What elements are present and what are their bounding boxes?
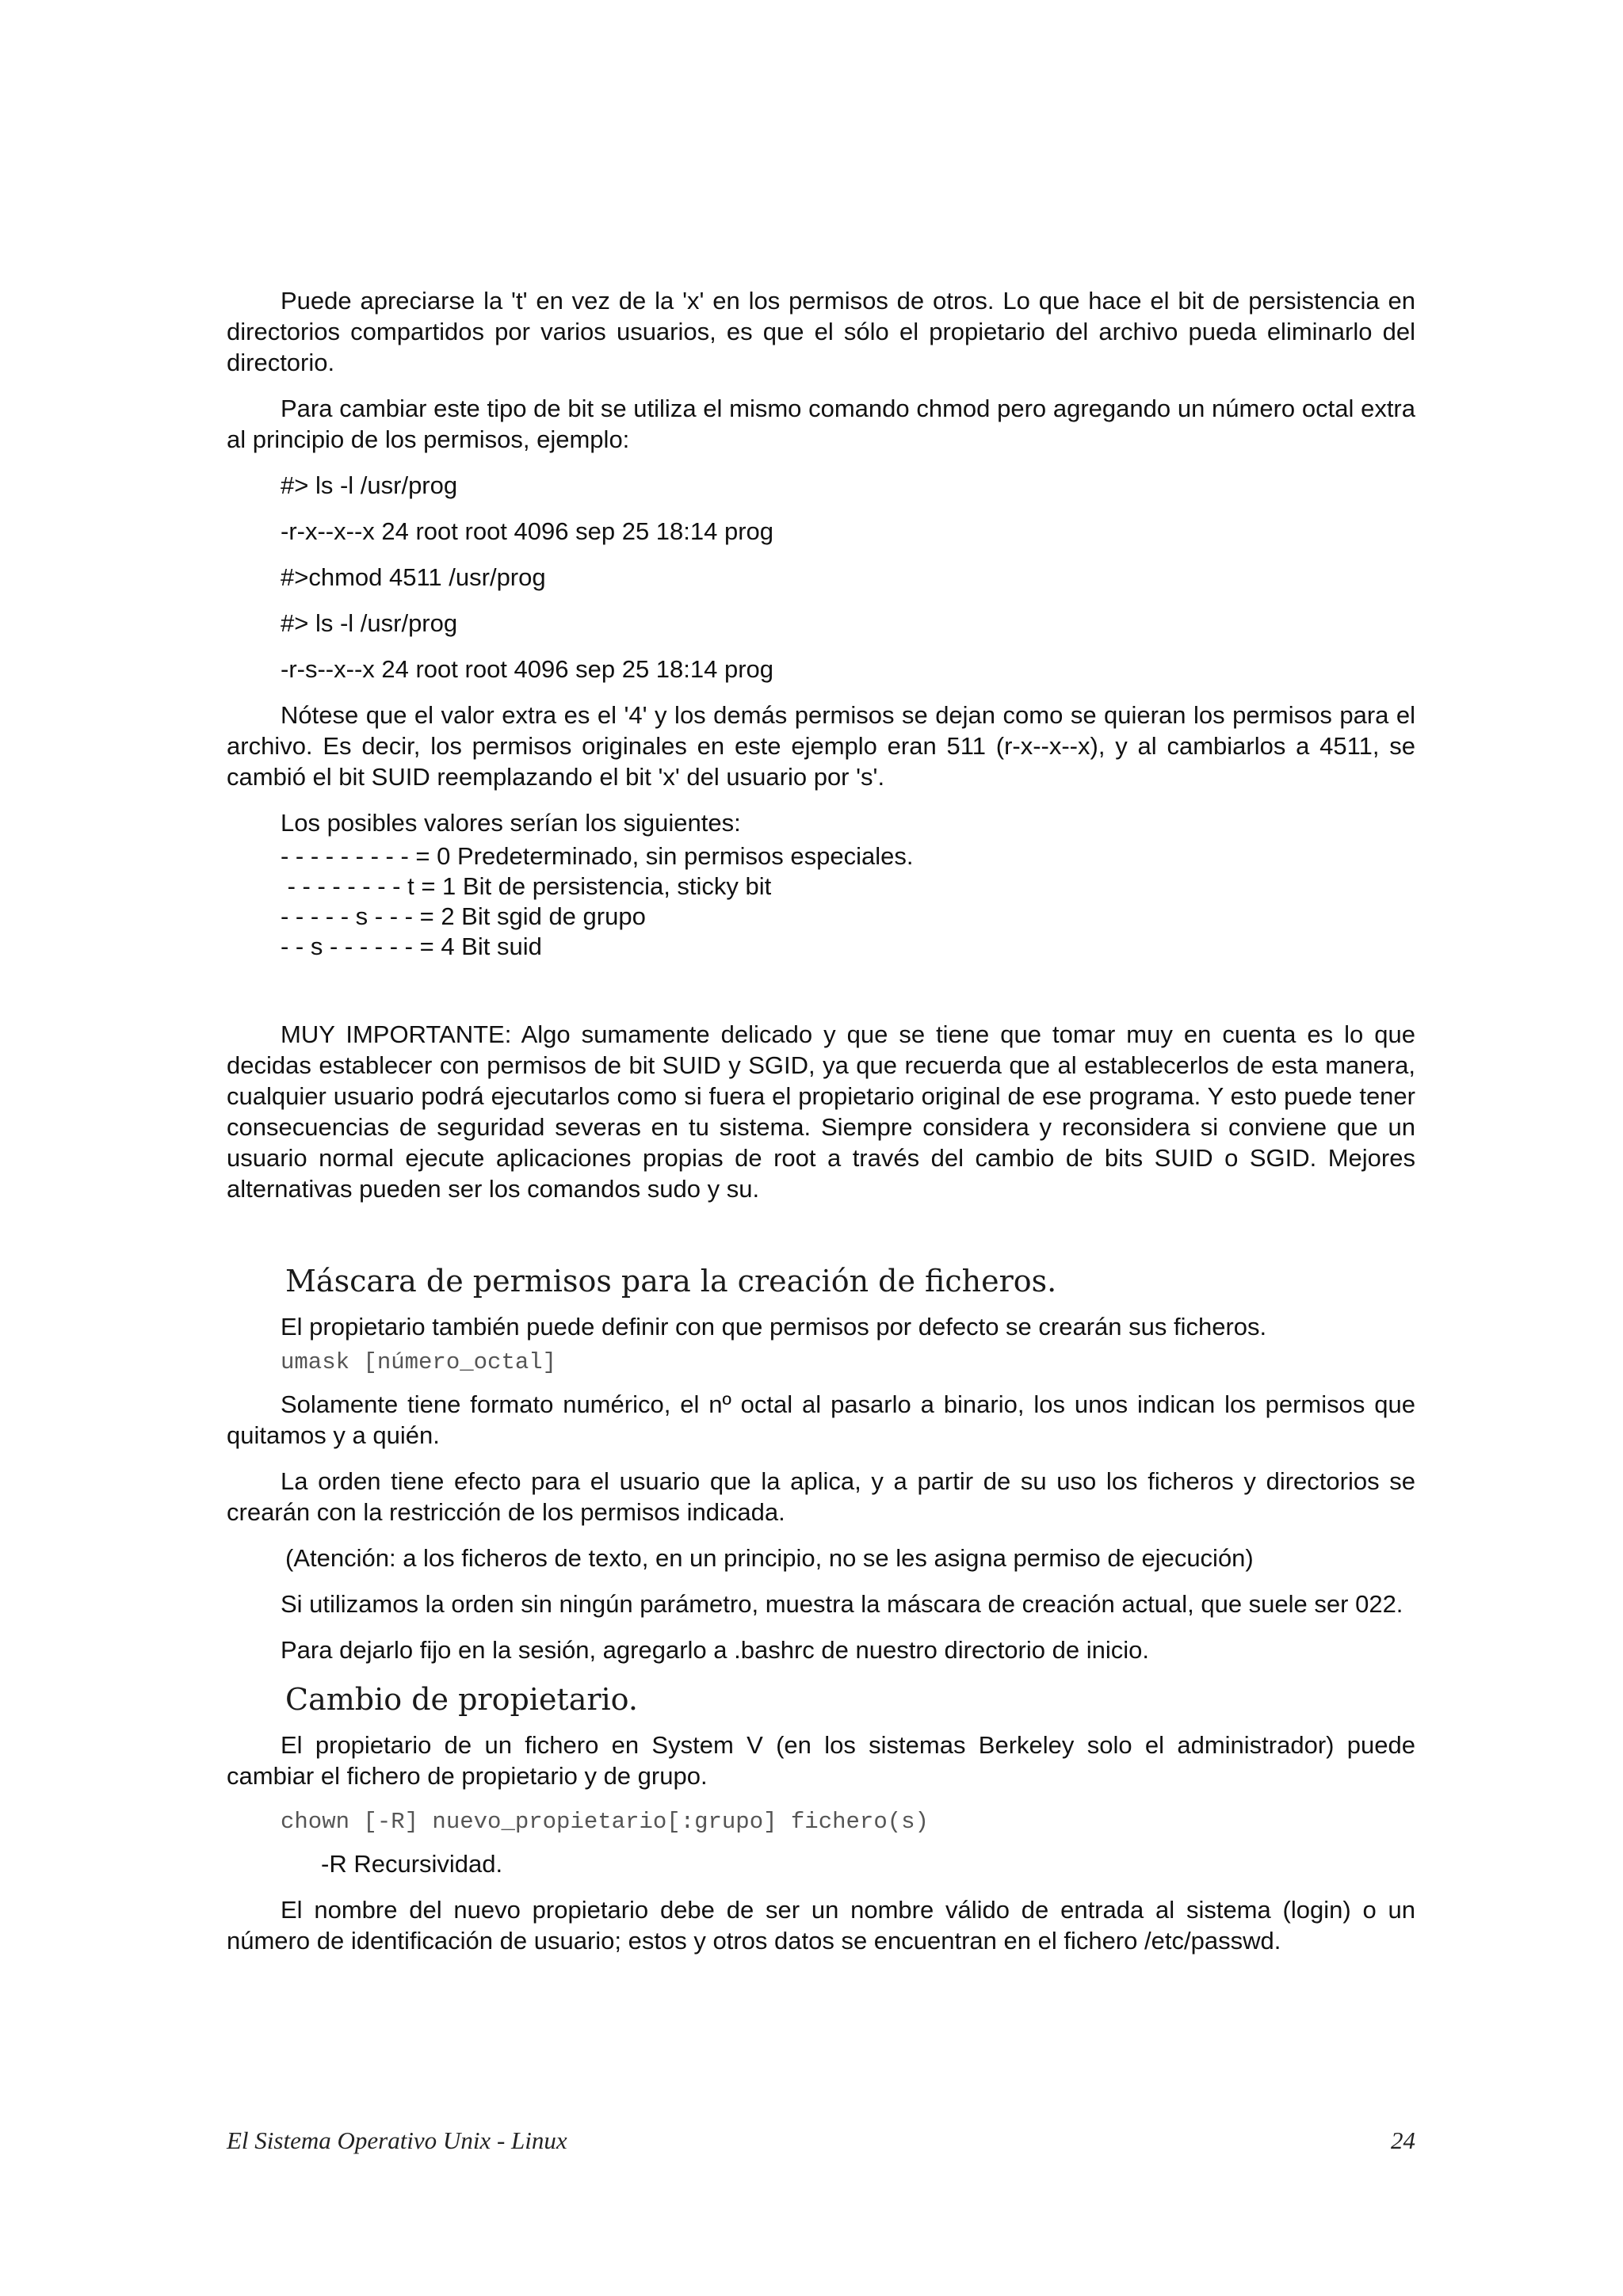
paragraph-sticky-bit: Puede apreciarse la 't' en vez de la 'x' en los permisos de otros. Lo que hace el bit de persistencia en directorios compartidos por varios usuarios, es que el sólo el propietario del archivo pueda eliminarlo del directorio.	[227, 287, 1415, 376]
values-list-item: - - s - - - - - - = 4 Bit suid	[281, 933, 542, 960]
command-line-4: #> ls -l /usr/prog	[281, 609, 458, 637]
command-line-2: -r-x--x--x 24 root root 4096 sep 25 18:14 prog	[281, 517, 774, 545]
spacer	[227, 962, 1415, 1019]
page-footer	[227, 2126, 1415, 2155]
code-chown: chown [-R] nuevo_propietario[:grupo] fichero(s)	[281, 1809, 929, 1835]
paragraph-important: MUY IMPORTANTE: Algo sumamente delicado y que se tiene que tomar muy en cuenta es lo que decidas establecer con permisos de bit SUID y SGID, ya que recuerda que al establecerlos de esta manera, cualquier usuario podrá ejecutarlos como si fuera el propietario original de ese programa. Y esto puede tener consecuencias de seguridad severas en tu sistema. Siempre considera y reconsidera si conviene que un usuario normal ejecute aplicaciones propias de root a través del cambio de bits SUID o SGID. Mejores alternativas pueden ser los comandos sudo y su.	[227, 1020, 1415, 1203]
values-list-item: - - - - - - - - t = 1 Bit de persistencia, sticky bit	[281, 872, 772, 900]
command-line-3: #>chmod 4511 /usr/prog	[281, 563, 546, 591]
paragraph-chmod-intro: Para cambiar este tipo de bit se utiliza el mismo comando chmod pero agregando un número octal extra al principio de los permisos, ejemplo:	[227, 395, 1415, 453]
paragraph-extra-value: Nótese que el valor extra es el '4' y los demás permisos se dejan como se quieran los permisos para el archivo. Es decir, los permisos originales en este ejemplo eran 511 (r-x--x--x), y al cambiarlos a 4511, se cambió el bit SUID reemplazando el bit 'x' del usuario por 's'.	[227, 701, 1415, 791]
command-line-1: #> ls -l /usr/prog	[281, 471, 458, 499]
paragraph-umask-note: (Atención: a los ficheros de texto, en un principio, no se les asigna permiso de ejecución)	[285, 1544, 1254, 1572]
footer-title: El Sistema Operativo Unix - Linux	[227, 2126, 567, 2154]
values-list-heading: Los posibles valores serían los siguientes:	[281, 809, 741, 837]
paragraph-umask-default: Si utilizamos la orden sin ningún parámetro, muestra la máscara de creación actual, que suele ser 022.	[281, 1590, 1403, 1618]
values-list-item: - - - - - s - - - = 2 Bit sgid de grupo	[281, 902, 646, 930]
spacer	[227, 1219, 1415, 1262]
page-number: 24	[1391, 2126, 1415, 2154]
paragraph-umask-effect: La orden tiene efecto para el usuario que la aplica, y a partir de su uso los ficheros y directorios se crearán con la restricción de los permisos indicada.	[227, 1467, 1415, 1526]
paragraph-umask-format: Solamente tiene formato numérico, el nº octal al pasarlo a binario, los unos indican los permisos que quitamos y a quién.	[227, 1390, 1415, 1449]
code-umask: umask [número_octal]	[281, 1349, 557, 1375]
paragraph-chown-recursive: -R Recursividad.	[321, 1850, 503, 1878]
paragraph-umask-intro: El propietario también puede definir con que permisos por defecto se crearán sus ficheros.	[281, 1313, 1267, 1341]
paragraph-umask-bashrc: Para dejarlo fijo en la sesión, agregarlo a .bashrc de nuestro directorio de inicio.	[281, 1636, 1149, 1664]
page-content	[227, 285, 1415, 1971]
heading-umask: Máscara de permisos para la creación de ficheros.	[285, 1264, 1057, 1299]
command-line-5: -r-s--x--x 24 root root 4096 sep 25 18:14 prog	[281, 655, 774, 683]
paragraph-chown-owner: El nombre del nuevo propietario debe de ser un nombre válido de entrada al sistema (login) o un número de identificación de usuario; estos y otros datos se encuentran en el fichero /etc/passwd.	[227, 1896, 1415, 1955]
paragraph-chown-intro: El propietario de un fichero en System V (en los sistemas Berkeley solo el administrador) puede cambiar el fichero de propietario y de grupo.	[227, 1731, 1415, 1790]
values-list	[281, 841, 1415, 962]
heading-chown: Cambio de propietario.	[285, 1682, 638, 1717]
values-list-item: - - - - - - - - - = 0 Predeterminado, sin permisos especiales.	[281, 842, 914, 870]
